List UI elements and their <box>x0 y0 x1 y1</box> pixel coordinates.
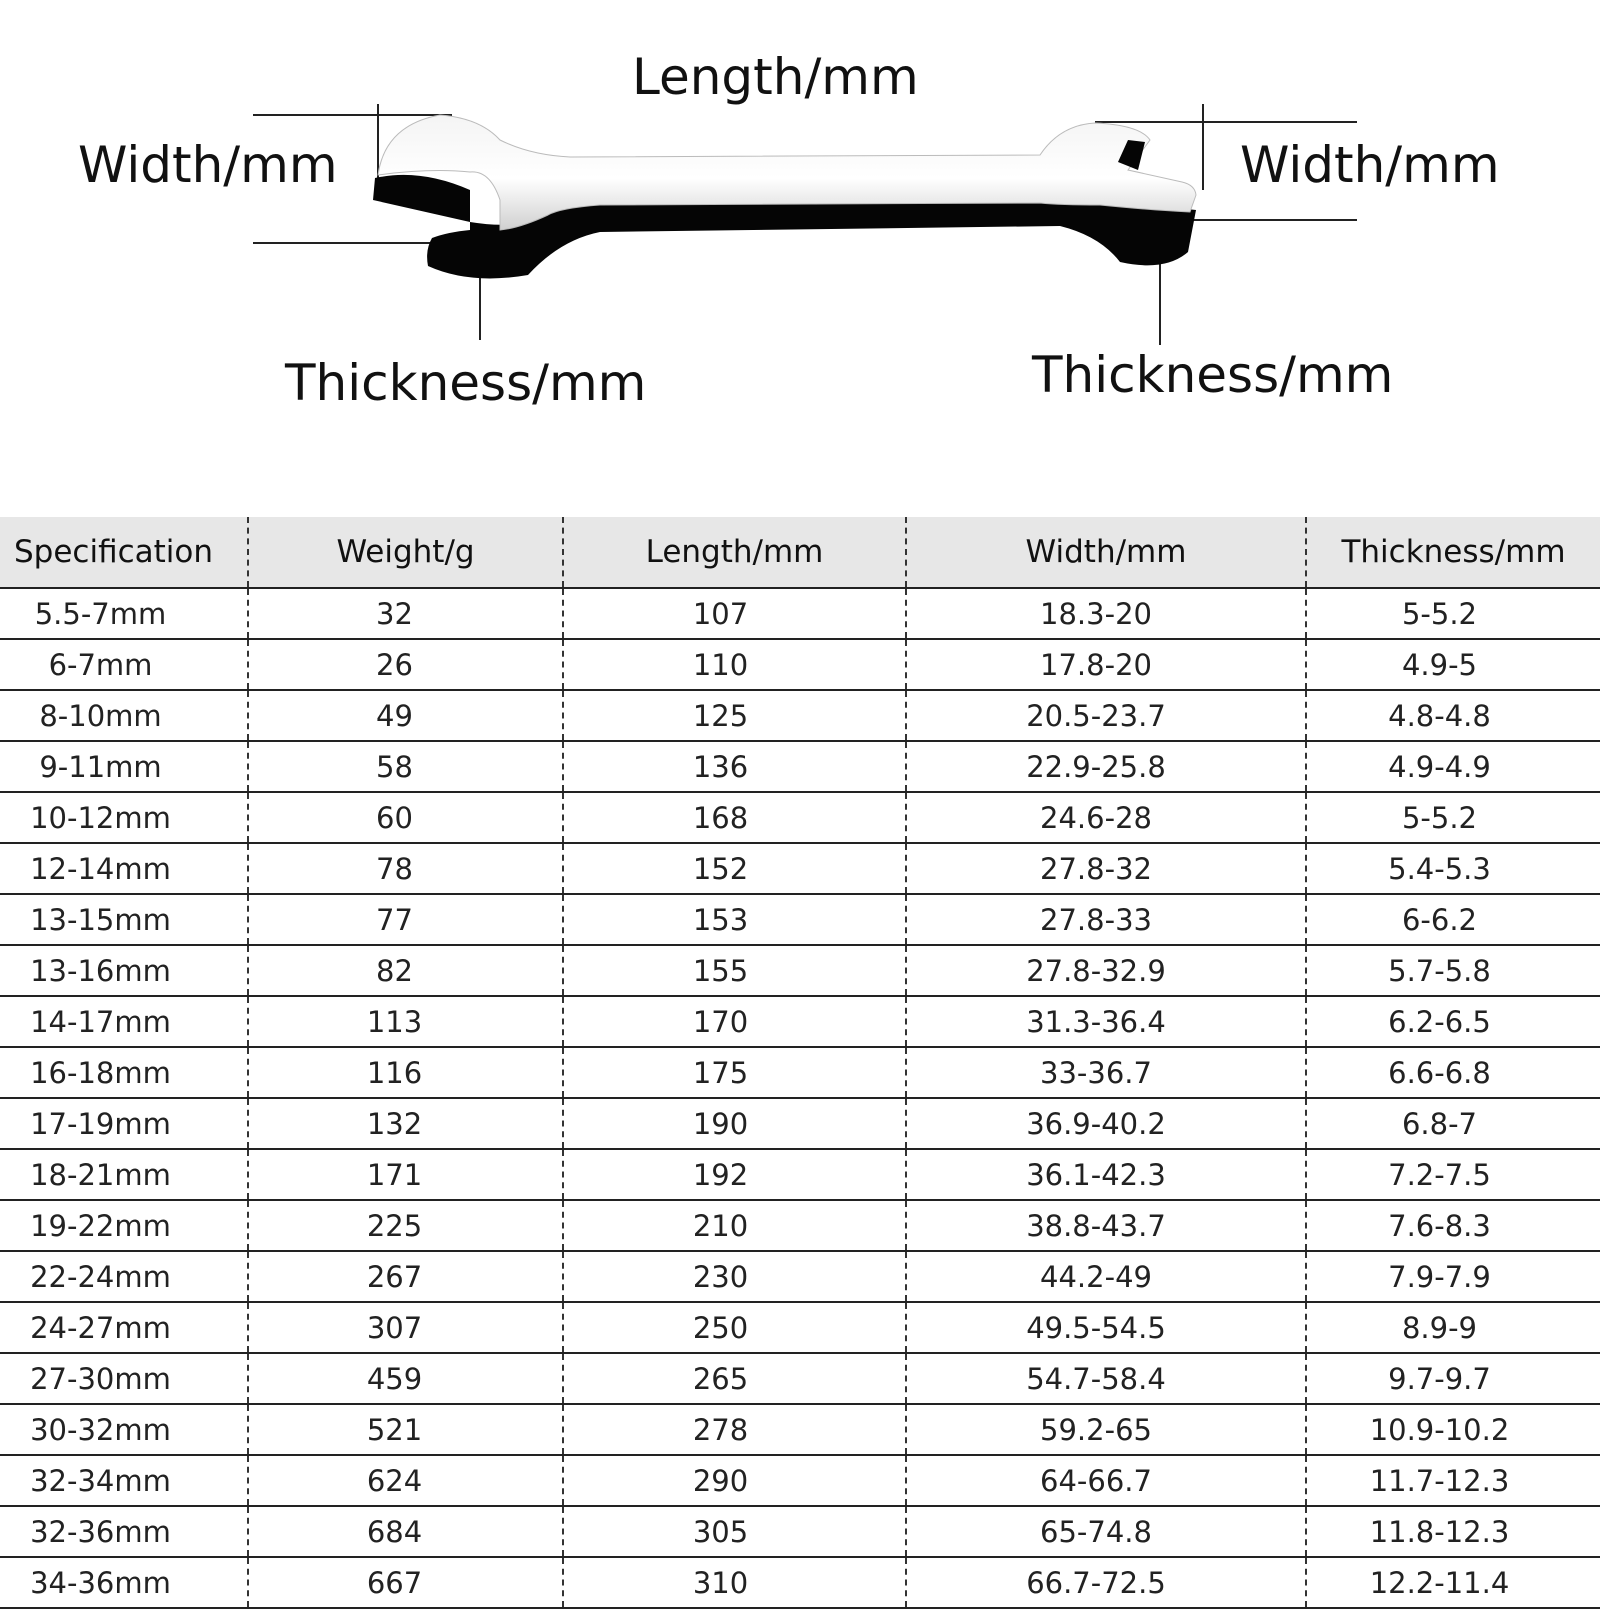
width-label-left: Width/mm <box>78 136 338 194</box>
column-header-width: Width/mm <box>906 517 1306 588</box>
wrench-diagram <box>0 0 1600 470</box>
specification-cell: 24-27mm <box>0 1302 248 1353</box>
thickness-cell: 7.6-8.3 <box>1306 1200 1600 1251</box>
weight-cell: 624 <box>248 1455 563 1506</box>
table-row <box>0 1251 1600 1302</box>
column-header-weight: Weight/g <box>248 517 563 588</box>
table-row <box>0 588 1600 639</box>
specification-cell: 27-30mm <box>0 1353 248 1404</box>
width-cell: 33-36.7 <box>906 1047 1306 1098</box>
width-cell: 38.8-43.7 <box>906 1200 1306 1251</box>
thickness-cell: 8.9-9 <box>1306 1302 1600 1353</box>
weight-cell: 78 <box>248 843 563 894</box>
length-cell: 278 <box>563 1404 906 1455</box>
length-cell: 125 <box>563 690 906 741</box>
column-header-thickness: Thickness/mm <box>1306 517 1600 588</box>
length-cell: 310 <box>563 1557 906 1608</box>
specification-cell: 22-24mm <box>0 1251 248 1302</box>
width-cell: 22.9-25.8 <box>906 741 1306 792</box>
length-cell: 110 <box>563 639 906 690</box>
specification-cell: 13-16mm <box>0 945 248 996</box>
table-row <box>0 1098 1600 1149</box>
specification-cell: 12-14mm <box>0 843 248 894</box>
thickness-cell: 11.7-12.3 <box>1306 1455 1600 1506</box>
thickness-cell: 12.2-11.4 <box>1306 1557 1600 1608</box>
specification-cell: 32-36mm <box>0 1506 248 1557</box>
thickness-cell: 9.7-9.7 <box>1306 1353 1600 1404</box>
thickness-cell: 7.9-7.9 <box>1306 1251 1600 1302</box>
thickness-cell: 4.9-5 <box>1306 639 1600 690</box>
spec-table <box>0 517 1600 1609</box>
width-cell: 66.7-72.5 <box>906 1557 1306 1608</box>
width-cell: 20.5-23.7 <box>906 690 1306 741</box>
weight-cell: 521 <box>248 1404 563 1455</box>
weight-cell: 82 <box>248 945 563 996</box>
width-cell: 36.9-40.2 <box>906 1098 1306 1149</box>
specification-cell: 9-11mm <box>0 741 248 792</box>
thickness-cell: 5.7-5.8 <box>1306 945 1600 996</box>
width-cell: 27.8-33 <box>906 894 1306 945</box>
length-label: Length/mm <box>632 48 919 106</box>
specification-cell: 17-19mm <box>0 1098 248 1149</box>
table-row <box>0 1047 1600 1098</box>
specification-cell: 8-10mm <box>0 690 248 741</box>
weight-cell: 667 <box>248 1557 563 1608</box>
specification-cell: 18-21mm <box>0 1149 248 1200</box>
length-cell: 170 <box>563 996 906 1047</box>
specification-cell: 10-12mm <box>0 792 248 843</box>
thickness-cell: 5-5.2 <box>1306 792 1600 843</box>
table-row <box>0 1302 1600 1353</box>
column-header-specification: Specification <box>0 517 248 588</box>
length-cell: 107 <box>563 588 906 639</box>
length-cell: 153 <box>563 894 906 945</box>
weight-cell: 26 <box>248 639 563 690</box>
table-row <box>0 1506 1600 1557</box>
thickness-cell: 6-6.2 <box>1306 894 1600 945</box>
thickness-cell: 11.8-12.3 <box>1306 1506 1600 1557</box>
column-header-length: Length/mm <box>563 517 906 588</box>
length-cell: 152 <box>563 843 906 894</box>
table-row <box>0 894 1600 945</box>
length-cell: 136 <box>563 741 906 792</box>
weight-cell: 225 <box>248 1200 563 1251</box>
thickness-cell: 6.6-6.8 <box>1306 1047 1600 1098</box>
specification-cell: 6-7mm <box>0 639 248 690</box>
table-row <box>0 792 1600 843</box>
weight-cell: 49 <box>248 690 563 741</box>
length-cell: 265 <box>563 1353 906 1404</box>
table-row <box>0 843 1600 894</box>
specification-cell: 14-17mm <box>0 996 248 1047</box>
thickness-cell: 6.8-7 <box>1306 1098 1600 1149</box>
weight-cell: 459 <box>248 1353 563 1404</box>
thickness-cell: 10.9-10.2 <box>1306 1404 1600 1455</box>
table-row <box>0 1557 1600 1608</box>
specification-cell: 19-22mm <box>0 1200 248 1251</box>
width-cell: 36.1-42.3 <box>906 1149 1306 1200</box>
length-cell: 210 <box>563 1200 906 1251</box>
thickness-cell: 4.8-4.8 <box>1306 690 1600 741</box>
specification-cell: 32-34mm <box>0 1455 248 1506</box>
length-cell: 168 <box>563 792 906 843</box>
width-cell: 18.3-20 <box>906 588 1306 639</box>
specification-cell: 5.5-7mm <box>0 588 248 639</box>
specification-cell: 34-36mm <box>0 1557 248 1608</box>
thickness-cell: 5-5.2 <box>1306 588 1600 639</box>
table-row <box>0 1455 1600 1506</box>
table-row <box>0 1149 1600 1200</box>
weight-cell: 113 <box>248 996 563 1047</box>
table-row <box>0 945 1600 996</box>
thickness-cell: 6.2-6.5 <box>1306 996 1600 1047</box>
table-row <box>0 741 1600 792</box>
thickness-label-left: Thickness/mm <box>285 354 647 412</box>
width-cell: 27.8-32 <box>906 843 1306 894</box>
length-cell: 290 <box>563 1455 906 1506</box>
table-row <box>0 1404 1600 1455</box>
thickness-cell: 4.9-4.9 <box>1306 741 1600 792</box>
width-label-right: Width/mm <box>1240 136 1500 194</box>
weight-cell: 116 <box>248 1047 563 1098</box>
table-body <box>0 588 1600 1608</box>
length-cell: 192 <box>563 1149 906 1200</box>
weight-cell: 267 <box>248 1251 563 1302</box>
weight-cell: 60 <box>248 792 563 843</box>
length-cell: 230 <box>563 1251 906 1302</box>
weight-cell: 32 <box>248 588 563 639</box>
thickness-cell: 7.2-7.5 <box>1306 1149 1600 1200</box>
length-cell: 305 <box>563 1506 906 1557</box>
table-row <box>0 639 1600 690</box>
width-cell: 24.6-28 <box>906 792 1306 843</box>
width-cell: 44.2-49 <box>906 1251 1306 1302</box>
specification-cell: 16-18mm <box>0 1047 248 1098</box>
length-cell: 155 <box>563 945 906 996</box>
length-cell: 250 <box>563 1302 906 1353</box>
width-cell: 54.7-58.4 <box>906 1353 1306 1404</box>
weight-cell: 77 <box>248 894 563 945</box>
specification-cell: 13-15mm <box>0 894 248 945</box>
thickness-cell: 5.4-5.3 <box>1306 843 1600 894</box>
weight-cell: 307 <box>248 1302 563 1353</box>
width-cell: 31.3-36.4 <box>906 996 1306 1047</box>
width-cell: 65-74.8 <box>906 1506 1306 1557</box>
table-row <box>0 1353 1600 1404</box>
weight-cell: 684 <box>248 1506 563 1557</box>
weight-cell: 171 <box>248 1149 563 1200</box>
table-row <box>0 690 1600 741</box>
table-row <box>0 1200 1600 1251</box>
table-row <box>0 996 1600 1047</box>
specification-cell: 30-32mm <box>0 1404 248 1455</box>
width-cell: 17.8-20 <box>906 639 1306 690</box>
weight-cell: 132 <box>248 1098 563 1149</box>
table-header-row <box>0 517 1600 588</box>
width-cell: 59.2-65 <box>906 1404 1306 1455</box>
length-cell: 190 <box>563 1098 906 1149</box>
width-cell: 49.5-54.5 <box>906 1302 1306 1353</box>
width-cell: 27.8-32.9 <box>906 945 1306 996</box>
length-cell: 175 <box>563 1047 906 1098</box>
weight-cell: 58 <box>248 741 563 792</box>
thickness-label-right: Thickness/mm <box>1032 346 1394 404</box>
width-cell: 64-66.7 <box>906 1455 1306 1506</box>
